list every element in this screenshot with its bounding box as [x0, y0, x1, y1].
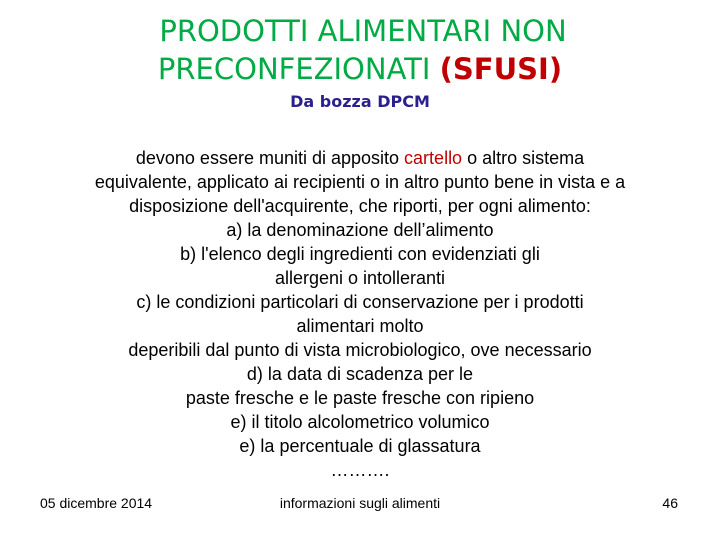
body-line: disposizione dell'acquirente, che riporti, per ogni alimento: [129, 196, 591, 216]
body-line: b) l'elenco degli ingredienti con evidenziati gli [180, 244, 540, 264]
body-line: c) le condizioni particolari di conservazione per i prodotti [136, 292, 584, 312]
footer-page-number: 46 [662, 495, 678, 511]
footer-title: informazioni sugli alimenti [279, 495, 441, 511]
body-line-1-before: devono essere muniti di apposito [135, 148, 405, 168]
slide-body [10, 146, 710, 482]
body-line: equivalente, applicato ai recipienti o in altro punto bene in vista e a [94, 172, 626, 192]
body-line: e) il titolo alcolometrico volumico [230, 412, 490, 432]
body-line: e) la percentuale di glassatura [239, 436, 481, 456]
body-highlight-cartello: cartello [404, 148, 463, 168]
body-line: allergeni o intolleranti [274, 268, 446, 288]
body-line: a) la denominazione dell’alimento [226, 220, 494, 240]
title-line-1: PRODOTTI ALIMENTARI NON [159, 14, 567, 48]
body-line-1 [10, 146, 710, 170]
body-line-ellipsis: ………. [330, 460, 390, 480]
body-line: paste fresche e le paste fresche con ripieno [185, 388, 535, 408]
slide-subtitle: Da bozza DPCM [290, 92, 430, 111]
body-line: d) la data di scadenza per le [246, 364, 474, 384]
title-highlight-sfusi: (SFUSI) [439, 52, 563, 86]
body-line-1-after: o altro sistema [462, 148, 585, 168]
footer-date: 05 dicembre 2014 [40, 495, 153, 511]
body-line: deperibili dal punto di vista microbiologico, ove necessario [128, 340, 592, 360]
body-line: alimentari molto [296, 316, 424, 336]
title-line-2-text: PRECONFEZIONATI [157, 52, 440, 86]
slide-title [0, 12, 720, 88]
title-line-2 [0, 50, 720, 88]
